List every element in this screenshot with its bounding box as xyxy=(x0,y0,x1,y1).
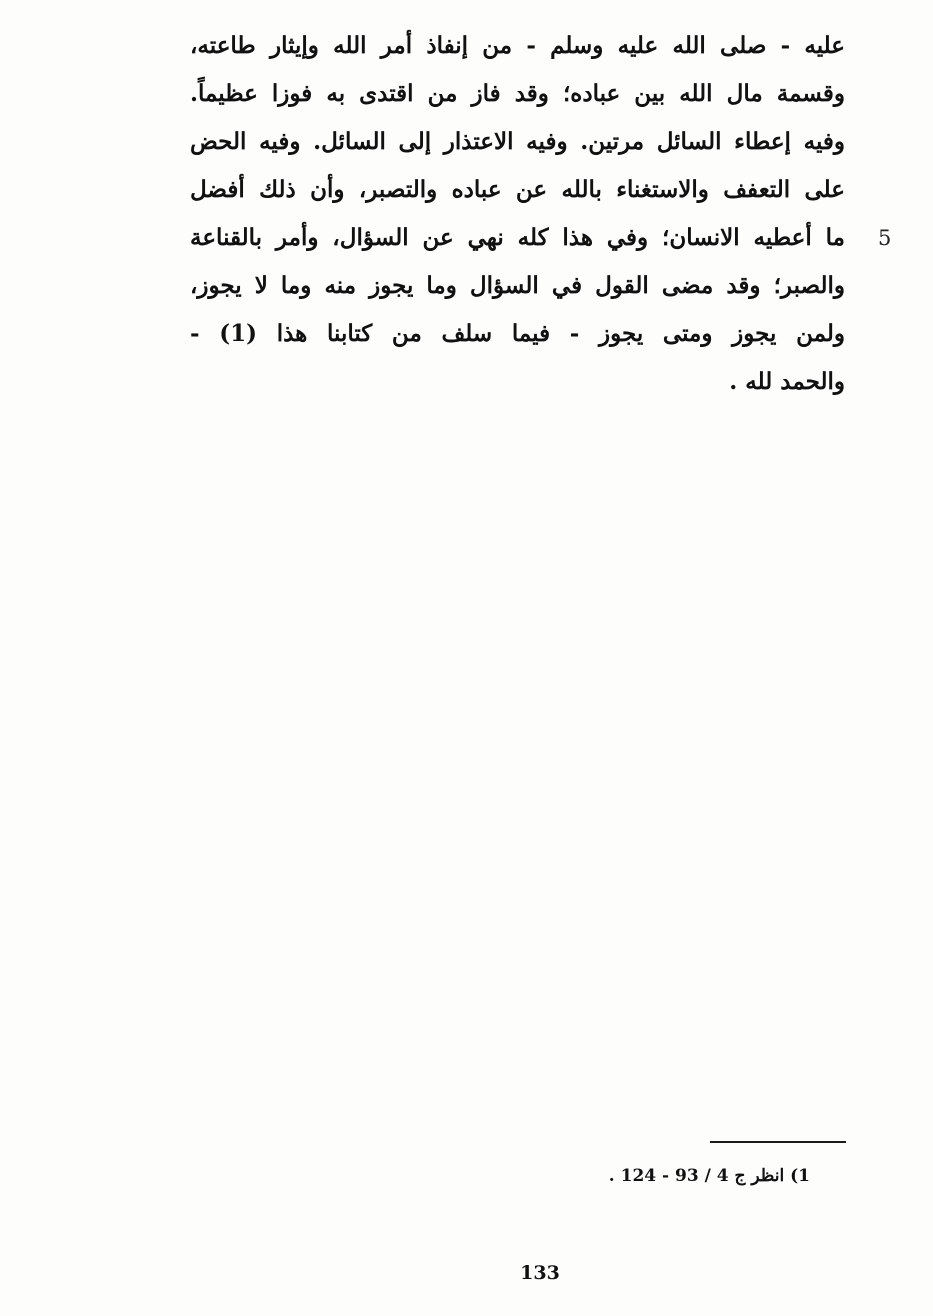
page-number: 133 xyxy=(520,1262,560,1284)
body-line-5: ما أعطيه الانسان؛ وفي هذا كله نهي عن السؤال، وأمر بالقناعة xyxy=(190,224,845,251)
body-line-8: والحمد لله . xyxy=(729,368,845,395)
body-line-7: ولمن يجوز ومتى يجوز - فيما سلف من كتابنا هذا (1) - xyxy=(190,320,845,347)
line-marker: 5 xyxy=(878,226,892,250)
body-line-1: عليه - صلى الله عليه وسلم - من إنفاذ أمر الله وإيثار طاعته، xyxy=(190,32,845,59)
footnote-divider xyxy=(710,1141,846,1143)
body-line-3: وفيه إعطاء السائل مرتين. وفيه الاعتذار إلى السائل. وفيه الحض xyxy=(190,128,845,155)
body-line-4: على التعفف والاستغناء بالله عن عباده والتصبر، وأن ذلك أفضل xyxy=(190,176,845,203)
body-text xyxy=(190,22,845,406)
body-line-6: والصبر؛ وقد مضى القول في السؤال وما يجوز منه وما لا يجوز، xyxy=(190,272,845,299)
footnote: 1) انظر ج 4 / 93 - 124 . xyxy=(608,1166,810,1186)
body-line-2: وقسمة مال الله بين عباده؛ وقد فاز من اقتدى به فوزا عظيماً. xyxy=(190,80,845,107)
